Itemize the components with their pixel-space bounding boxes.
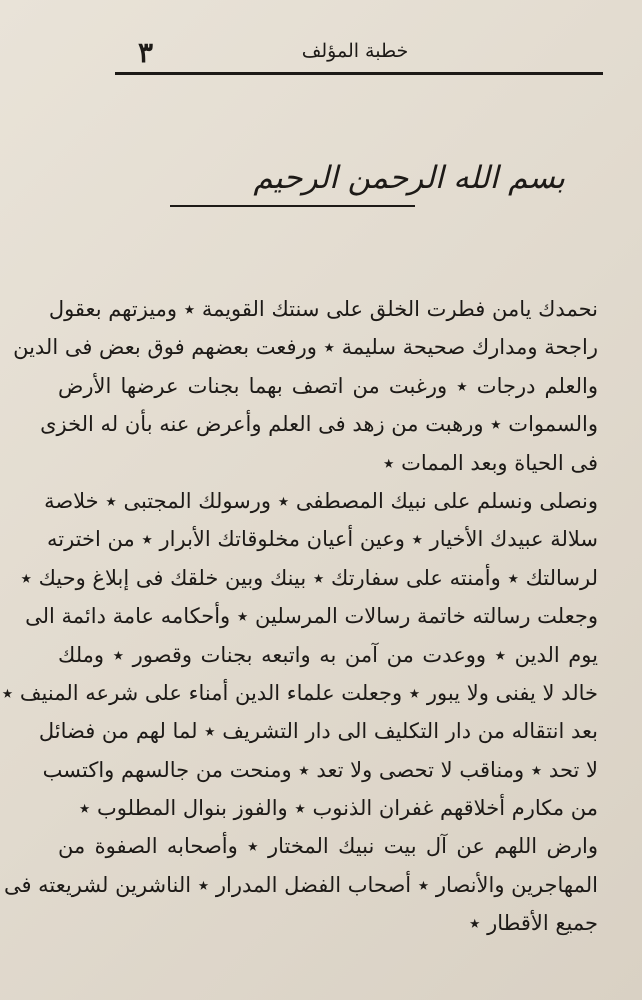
text-line: وارض اللهم عن آل بيت نبيك المختار ٭ وأصحابه الصفوة من	[58, 834, 598, 859]
text-line: راجحة ومدارك صحيحة سليمة ٭ ورفعت بعضهم فوق بعض فى الدين	[13, 335, 598, 360]
calligraphy-stroke	[170, 205, 415, 207]
text-line: لا تحد ٭ ومناقب لا تحصى ولا تعد ٭ ومنحت من جالسهم واكتسب	[42, 757, 598, 782]
basmala-calligraphy	[140, 150, 565, 230]
text-line: وجعلت رسالته خاتمة رسالات المرسلين ٭ وأحكامه عامة دائمة الى	[25, 604, 598, 629]
page-header	[110, 34, 600, 74]
header-rule	[115, 72, 603, 75]
text-line: سلالة عبيدك الأخيار ٭ وعين أعيان مخلوقاتك الأبرار ٭ من اخترته	[46, 527, 598, 552]
text-line: والسموات ٭ ورهبت من زهد فى العلم وأعرض عنه بأن له الخزى	[40, 412, 598, 437]
text-line: والعلم درجات ٭ ورغبت من اتصف بهما بجنات عرضها الأرض	[58, 373, 598, 398]
text-line: جميع الأقطار ٭	[468, 911, 598, 936]
text-line: من مكارم أخلاقهم غفران الذنوب ٭ والفوز بنوال المطلوب ٭	[78, 796, 598, 821]
page-number: ٣	[138, 36, 154, 69]
text-line: المهاجرين والأنصار ٭ أصحاب الفضل المدرار ٭ الناشرين لشريعته فى	[3, 872, 598, 897]
text-line: بعد انتقاله من دار التكليف الى دار التشريف ٭ لما لهم من فضائل	[38, 719, 598, 744]
text-line: لرسالتك ٭ وأمنته على سفارتك ٭ بينك وبين خلقك فى إبلاغ وحيك ٭	[20, 565, 598, 590]
text-line: يوم الدين ٭ ووعدت من آمن به واتبعه بجنات وقصور ٭ وملك	[58, 642, 598, 667]
basmala-text: بسم الله الرحمن الرحيم	[253, 160, 565, 196]
text-line: ونصلى ونسلم على نبيك المصطفى ٭ ورسولك المجتبى ٭ خلاصة	[44, 488, 598, 513]
text-line: خالد لا يفنى ولا يبور ٭ وجعلت علماء الدين أمناء على شرعه المنيف ٭	[1, 680, 598, 705]
running-title: خطبة المؤلف	[301, 40, 409, 62]
text-line: نحمدك يامن فطرت الخلق على سنتك القويمة ٭ وميزتهم بعقول	[48, 297, 598, 321]
body-text	[1, 290, 598, 943]
text-line: فى الحياة وبعد الممات ٭	[382, 450, 598, 475]
